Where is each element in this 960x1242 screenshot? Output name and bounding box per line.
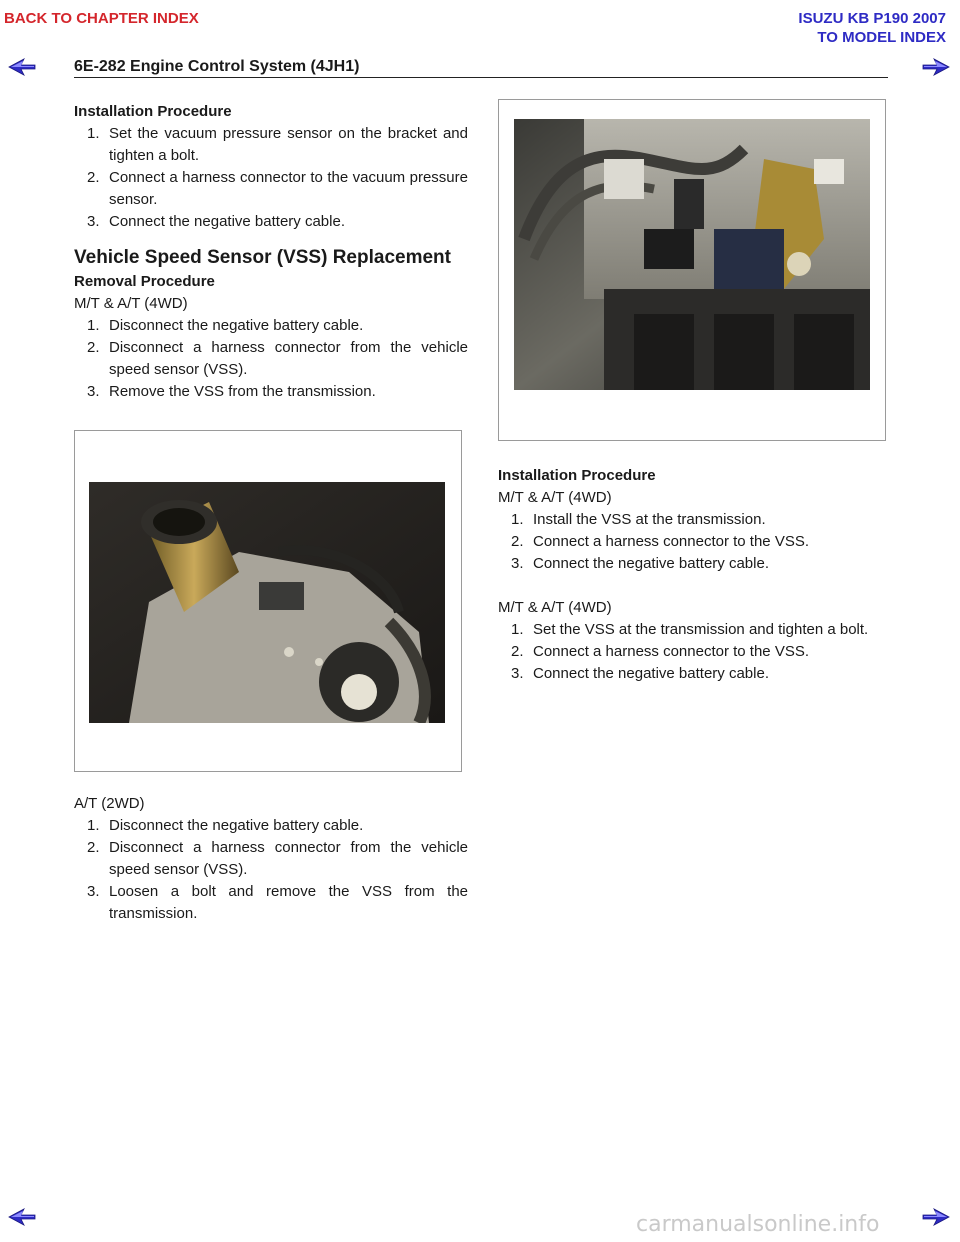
list-item: 3. Connect the negative battery cable. <box>87 213 345 230</box>
next-page-bottom-arrow-icon[interactable] <box>922 1208 950 1226</box>
removal-subheading: M/T & A/T (4WD) <box>74 295 188 312</box>
back-to-chapter-index-link[interactable]: BACK TO CHAPTER INDEX <box>4 10 199 27</box>
installation-steps-list <box>498 509 892 575</box>
list-item: 2. Disconnect a harness connector from the vehicle speed sensor (VSS). <box>87 839 468 878</box>
list-item: 1. Install the VSS at the transmission. <box>511 511 766 528</box>
list-item: 2. Connect a harness connector to the VSS. <box>511 643 809 660</box>
list-item: 3. Remove the VSS from the transmission. <box>87 383 376 400</box>
list-item: 3. Loosen a bolt and remove the VSS from the transmission. <box>87 883 468 922</box>
list-item: 1. Set the VSS at the transmission and tighten a bolt. <box>511 621 869 638</box>
to-model-index-link[interactable]: TO MODEL INDEX <box>817 29 946 46</box>
page-header-title: 6E-282 Engine Control System (4JH1) <box>74 58 360 75</box>
removal-procedure-heading: Removal Procedure <box>74 273 215 290</box>
list-item: 2. Connect a harness connector to the VSS. <box>511 533 809 550</box>
section-title: Vehicle Speed Sensor (VSS) Replacement <box>74 247 451 268</box>
installation-steps-list-2 <box>498 619 892 685</box>
previous-page-bottom-arrow-icon[interactable] <box>8 1208 36 1226</box>
vss-figure <box>74 430 462 772</box>
installation-subheading-2: M/T & A/T (4WD) <box>498 599 612 616</box>
model-title-link[interactable]: ISUZU KB P190 2007 <box>798 10 946 27</box>
at2wd-subheading: A/T (2WD) <box>74 795 145 812</box>
previous-page-arrow-icon[interactable] <box>8 58 36 76</box>
removal-steps-list <box>74 315 468 403</box>
list-item: 3. Connect the negative battery cable. <box>511 665 769 682</box>
list-item: 1. Set the vacuum pressure sensor on the bracket and tighten a bolt. <box>87 125 468 164</box>
list-item: 1. Disconnect the negative battery cable. <box>87 317 364 334</box>
left-column <box>74 101 468 403</box>
transmission-vss-photo <box>89 482 445 723</box>
list-item: 2. Connect a harness connector to the vacuum pressure sensor. <box>87 169 468 208</box>
installation-procedure-heading: Installation Procedure <box>74 103 232 120</box>
watermark: carmanualsonline.info <box>636 1212 880 1237</box>
installation-procedure-heading: Installation Procedure <box>498 467 656 484</box>
at2wd-block <box>74 793 468 925</box>
right-column <box>498 465 892 685</box>
installation-subheading: M/T & A/T (4WD) <box>498 489 612 506</box>
installation-steps-list <box>74 123 468 233</box>
list-item: 1. Disconnect the negative battery cable. <box>87 817 364 834</box>
list-item: 3. Connect the negative battery cable. <box>511 555 769 572</box>
list-item: 2. Disconnect a harness connector from the vehicle speed sensor (VSS). <box>87 339 468 378</box>
vacuum-sensor-figure <box>498 99 886 441</box>
header-rule <box>74 77 888 78</box>
next-page-arrow-icon[interactable] <box>922 58 950 76</box>
at2wd-steps-list <box>74 815 468 925</box>
engine-harness-photo <box>514 119 870 390</box>
